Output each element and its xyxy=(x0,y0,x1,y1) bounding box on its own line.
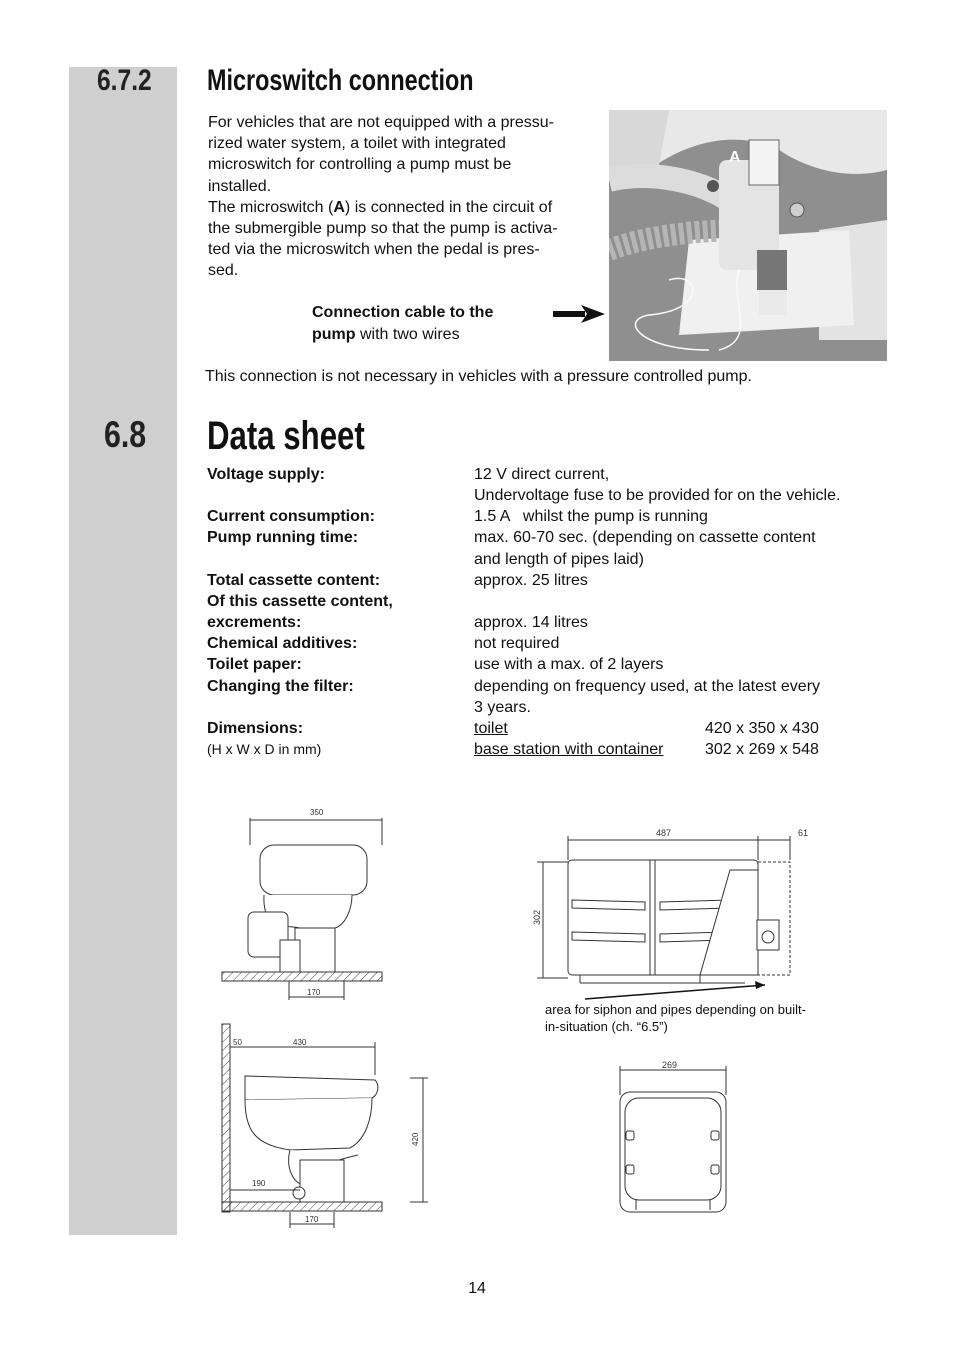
pump-time-value-2: and length of pipes laid) xyxy=(474,551,644,568)
dimensions-label: Dimensions: xyxy=(207,720,304,737)
voltage-label: Voltage supply: xyxy=(207,466,325,483)
siphon-arrow-icon xyxy=(755,981,765,989)
dims-toilet-label: toilet xyxy=(474,720,508,737)
dim-front-base: 170 xyxy=(307,988,321,997)
filter-value-2: 3 years. xyxy=(474,699,531,716)
text-line: microswitch for controlling a pump must be xyxy=(208,156,512,174)
toilet-front-view xyxy=(222,818,382,1000)
dim-side-offset: 50 xyxy=(233,1038,242,1047)
pressure-note: This connection is not necessary in vehicles with a pressure controlled pump. xyxy=(205,368,752,385)
section-number-672: 6.7.2 xyxy=(97,64,152,97)
excrements-label: excrements: xyxy=(207,614,302,631)
pump-time-label: Pump running time: xyxy=(207,529,359,546)
siphon-leader-line xyxy=(585,985,765,999)
total-content-value: approx. 25 litres xyxy=(474,572,588,589)
dims-toilet-value: 420 x 350 x 430 xyxy=(705,720,819,737)
dim-base-height: 302 xyxy=(532,909,542,925)
base-station-top-view xyxy=(620,1066,726,1212)
toilet-paper-value: use with a max. of 2 layers xyxy=(474,656,664,673)
text-line: For vehicles that are not equipped with a pressu- xyxy=(208,114,554,131)
caption-line: area for siphon and pipes depending on built- xyxy=(545,1002,806,1017)
text-line: installed. xyxy=(208,177,272,195)
text-run: ) is connected in the circuit of xyxy=(344,198,553,216)
toilet-side-view xyxy=(222,1024,428,1228)
text-line: sed. xyxy=(208,262,239,280)
chemical-value: not required xyxy=(474,635,560,652)
filter-value: depending on frequency used, at the latest every xyxy=(474,678,821,695)
text-run: with two wires xyxy=(355,326,460,343)
cable-bold: pump xyxy=(312,326,356,343)
text-line: the submergible pump so that the pump is activa- xyxy=(208,220,558,238)
text-line: rized water system, a toilet with integrated xyxy=(208,135,506,153)
filter-label: Changing the filter: xyxy=(207,678,354,695)
dim-side-low: 190 xyxy=(252,1179,266,1188)
current-label: Current consumption: xyxy=(207,508,375,525)
microswitch-ref: A xyxy=(333,198,345,216)
excrements-value: approx. 14 litres xyxy=(474,614,588,631)
voltage-value: 12 V direct current, xyxy=(474,466,610,483)
section-title-68: Data sheet xyxy=(207,414,365,458)
siphon-caption xyxy=(545,1001,806,1035)
dim-base-extra: 61 xyxy=(798,828,809,838)
chemical-label: Chemical additives: xyxy=(207,635,358,652)
pump-time-value: max. 60-70 sec. (depending on cassette content xyxy=(474,529,816,546)
cable-bold: Connection cable to the xyxy=(312,304,494,321)
dim-base-width: 269 xyxy=(662,1060,678,1070)
dim-side-base: 170 xyxy=(305,1215,319,1224)
current-value: 1.5 A whilst the pump is running xyxy=(474,508,708,525)
dim-base-length: 487 xyxy=(656,828,672,838)
dimensions-unit: (H x W x D in mm) xyxy=(207,741,322,757)
voltage-value-2: Undervoltage fuse to be provided for on the vehicle. xyxy=(474,487,841,504)
toilet-paper-label: Toilet paper: xyxy=(207,656,302,673)
dims-base-value: 302 x 269 x 548 xyxy=(705,741,819,758)
dim-side-depth: 430 xyxy=(293,1038,307,1047)
total-content-label: Total cassette content: xyxy=(207,572,381,589)
caption-line: in-situation (ch. “6.5”) xyxy=(545,1019,668,1034)
text-run: The microswitch ( xyxy=(208,198,334,216)
dims-base-label: base station with container xyxy=(474,741,664,758)
photo-label-a: A xyxy=(729,149,741,166)
section-title-672: Microswitch connection xyxy=(207,64,474,97)
page-number: 14 xyxy=(468,1280,486,1297)
of-this-content-label: Of this cassette content, xyxy=(207,593,393,610)
section-number-68: 6.8 xyxy=(104,414,147,455)
text-line: ted via the microswitch when the pedal is pres- xyxy=(208,241,540,259)
dim-side-height: 420 xyxy=(411,1132,420,1146)
base-station-side-view xyxy=(537,836,790,983)
dim-front-width: 350 xyxy=(310,808,324,817)
